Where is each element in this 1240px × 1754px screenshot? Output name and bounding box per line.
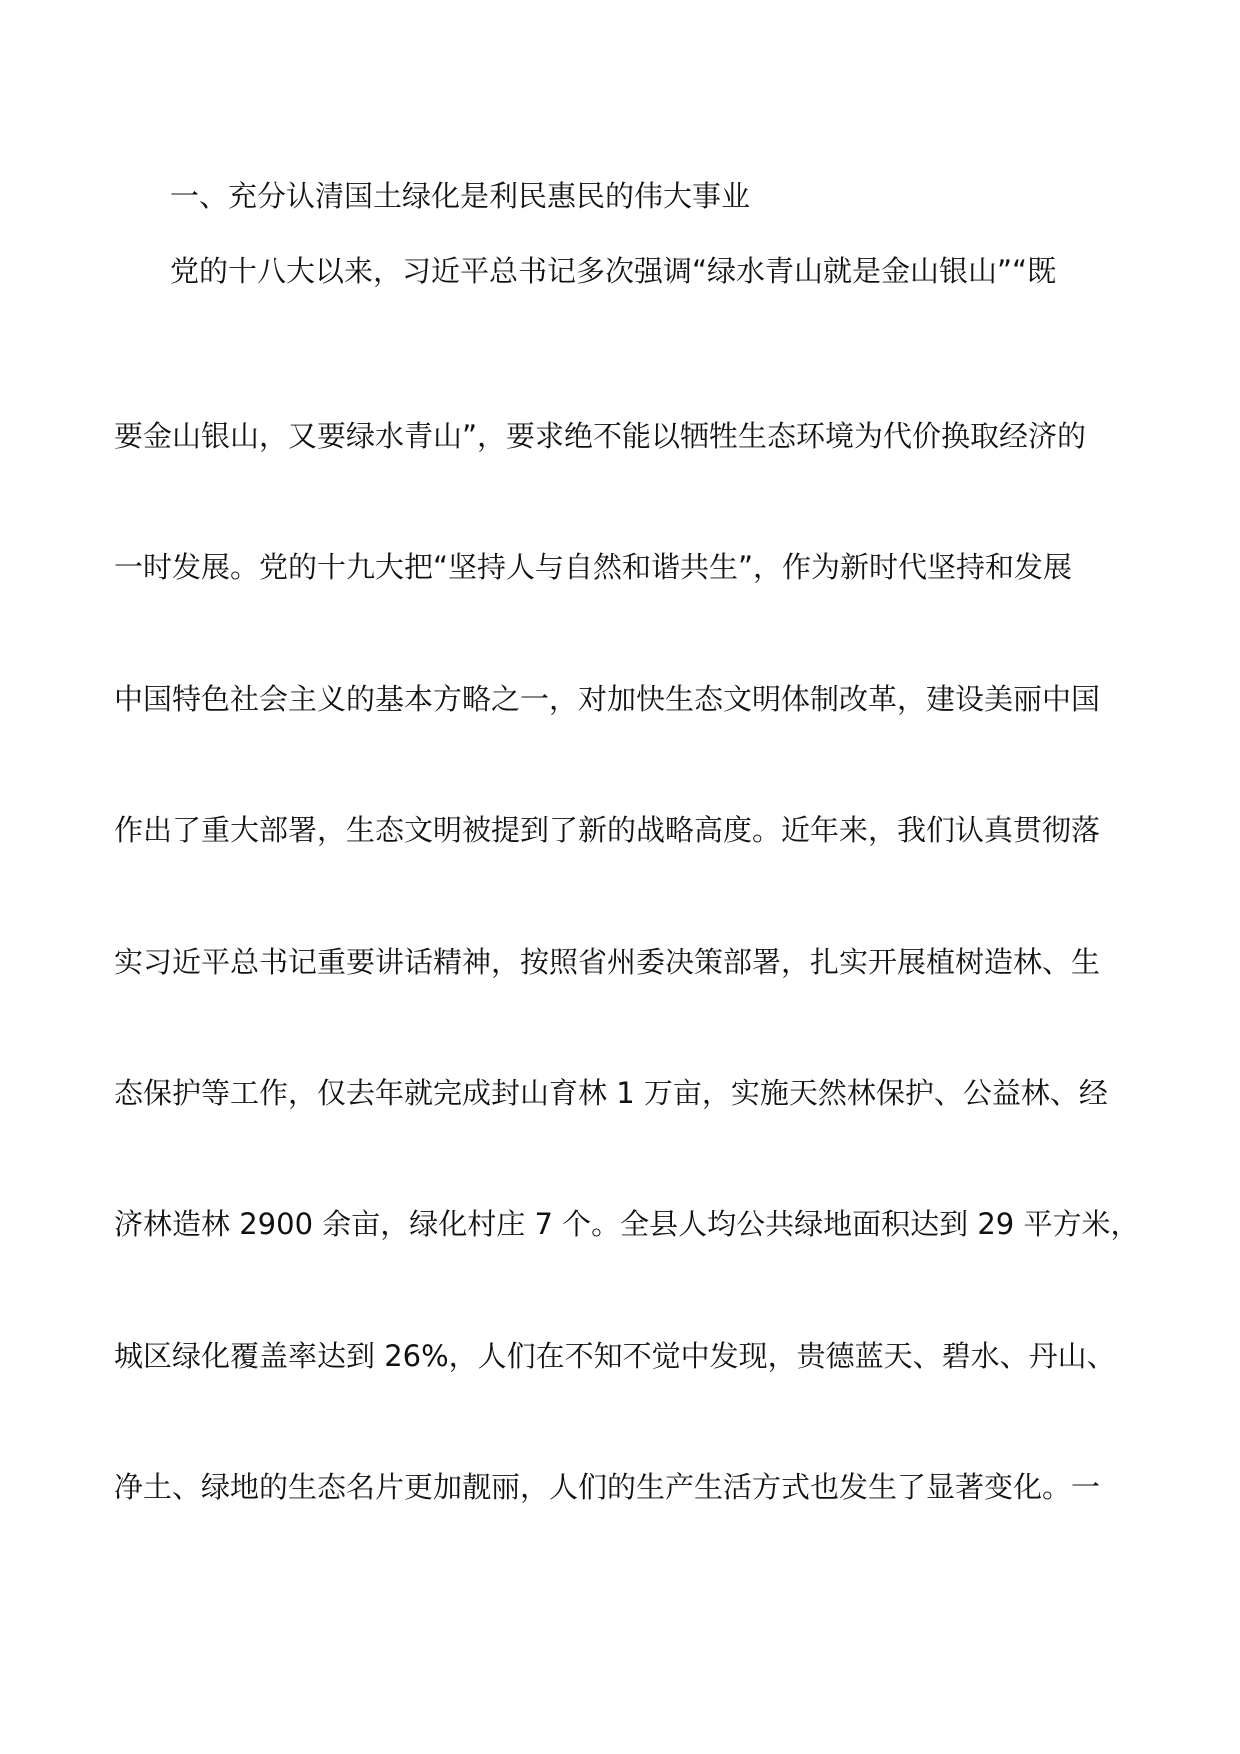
paragraph-line: 城区绿化覆盖率达到 26%，人们在不知不觉中发现，贵德蓝天、碧水、丹山、 [114, 1339, 1116, 1373]
paragraph-line: 济林造林 2900 余亩，绿化村庄 7 个。全县人均公共绿地面积达到 29 平方米， [114, 1207, 1140, 1241]
paragraph-line: 党的十八大以来，习近平总书记多次强调“绿水青山就是金山银山”“既 [170, 254, 1057, 288]
paragraph-line: 一时发展。党的十九大把“坚持人与自然和谐共生”，作为新时代坚持和发展 [114, 550, 1073, 584]
paragraph-line: 中国特色社会主义的基本方略之一，对加快生态文明体制改革，建设美丽中国 [114, 682, 1101, 716]
paragraph-line: 作出了重大部署，生态文明被提到了新的战略高度。近年来，我们认真贯彻落 [114, 813, 1101, 847]
paragraph-line: 实习近平总书记重要讲话精神，按照省州委决策部署，扎实开展植树造林、生 [114, 945, 1101, 979]
section-heading: 一、充分认清国土绿化是利民惠民的伟大事业 [170, 179, 751, 213]
paragraph-line: 态保护等工作，仅去年就完成封山育林 1 万亩，实施天然林保护、公益林、经 [114, 1076, 1108, 1110]
paragraph-line: 要金山银山，又要绿水青山”，要求绝不能以牺牲生态环境为代价换取经济的 [114, 419, 1087, 453]
paragraph-line: 净土、绿地的生态名片更加靓丽，人们的生产生活方式也发生了显著变化。一 [114, 1470, 1101, 1504]
